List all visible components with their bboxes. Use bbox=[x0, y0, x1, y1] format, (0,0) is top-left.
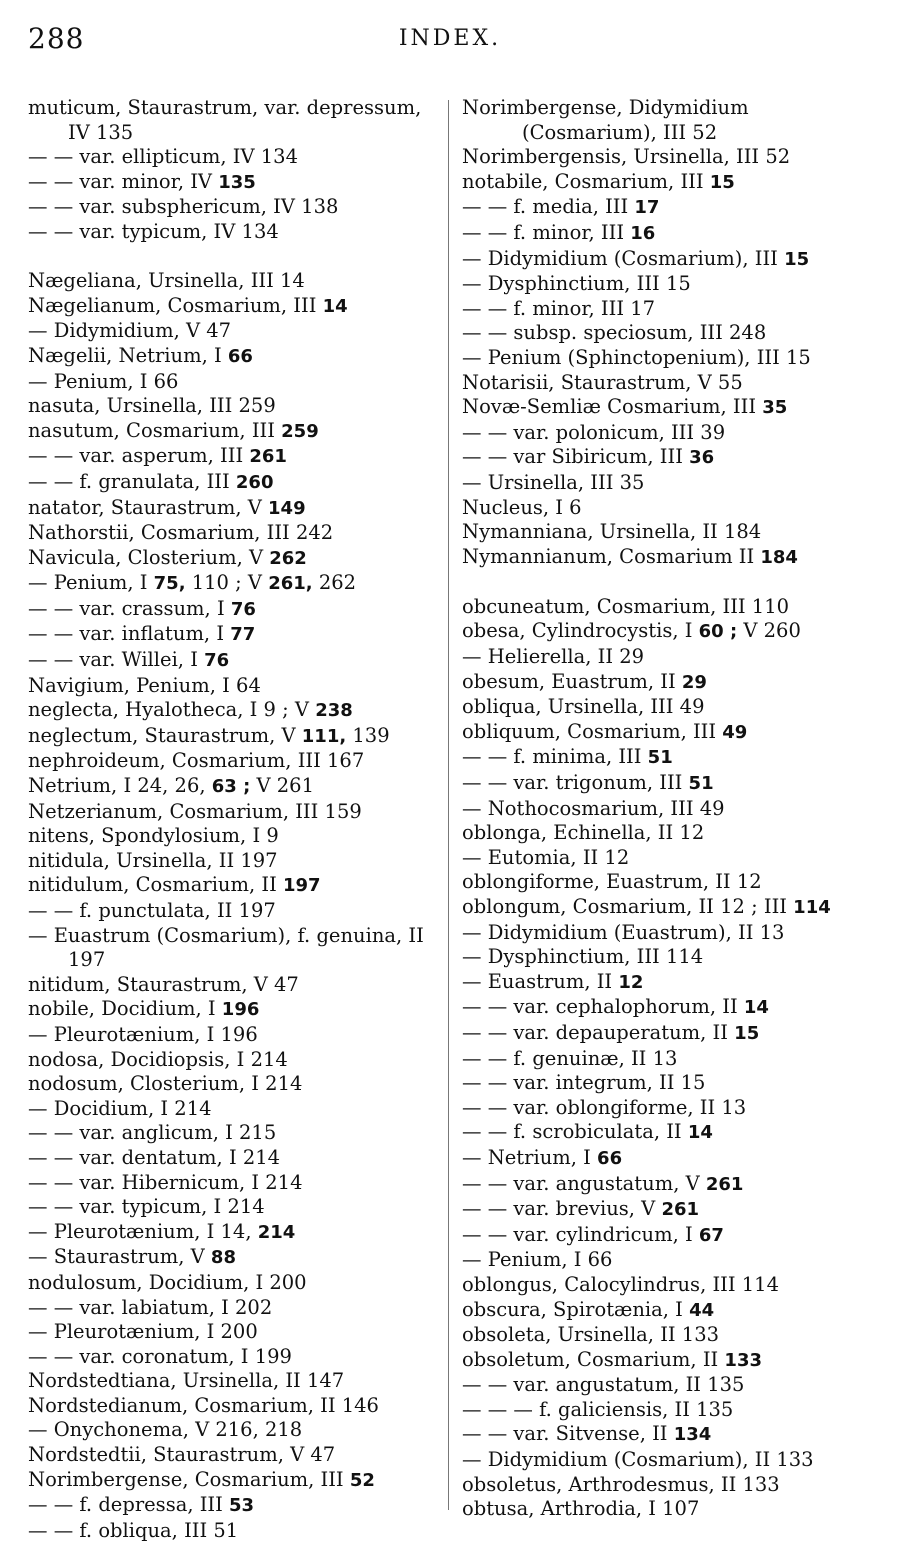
entry-text: — Eutomia, II 12 bbox=[462, 845, 630, 869]
index-entry bbox=[28, 1220, 430, 1246]
page-reference-bold: 262 bbox=[269, 547, 307, 569]
running-head: INDEX. bbox=[398, 26, 502, 51]
index-entry bbox=[462, 371, 872, 396]
index-entry bbox=[28, 444, 430, 470]
page-reference-bold: 15 bbox=[734, 1022, 760, 1044]
entry-text: — Euastrum (Cosmarium), f. genuina, II 197 bbox=[28, 923, 424, 972]
entry-text: — Didymidium (Euastrum), II 13 bbox=[462, 920, 785, 944]
index-entry bbox=[462, 1146, 872, 1172]
entry-text: Novæ-Semliæ Cosmarium, III bbox=[462, 395, 763, 419]
entry-text: obsoletum, Cosmarium, II bbox=[462, 1347, 725, 1371]
index-entry bbox=[462, 1021, 872, 1047]
index-entry bbox=[28, 319, 430, 344]
entry-text: 262 bbox=[312, 571, 357, 595]
entry-text: — — var. ellipticum, IV 134 bbox=[28, 145, 298, 169]
index-entry bbox=[28, 294, 430, 320]
entry-text: — Pleurotænium, I 196 bbox=[28, 1022, 258, 1046]
entry-text: nodosa, Docidiopsis, I 214 bbox=[28, 1047, 288, 1071]
index-entry bbox=[28, 470, 430, 496]
entry-text: V 261 bbox=[250, 774, 314, 798]
index-entry bbox=[28, 344, 430, 370]
entry-text: nobile, Docidium, I bbox=[28, 997, 222, 1021]
entry-text: natator, Staurastrum, V bbox=[28, 495, 269, 519]
entry-text: — — var. crassum, I bbox=[28, 596, 231, 620]
entry-text: — — var Sibiricum, III bbox=[462, 445, 690, 469]
index-entry bbox=[462, 96, 872, 145]
entry-text: — Ursinella, III 35 bbox=[462, 470, 645, 494]
entry-text: Nordstedtiana, Ursinella, II 147 bbox=[28, 1369, 345, 1393]
entry-text: Nucleus, I 6 bbox=[462, 495, 582, 519]
index-entry bbox=[462, 1223, 872, 1249]
entry-text: nodosum, Closterium, I 214 bbox=[28, 1072, 303, 1096]
entry-text: — Docidium, I 214 bbox=[28, 1096, 212, 1120]
index-entry bbox=[462, 1096, 872, 1121]
index-entry bbox=[462, 670, 872, 696]
entry-text: — — var. cylindricum, I bbox=[462, 1222, 699, 1246]
page-reference-bold: 14 bbox=[687, 1122, 713, 1144]
index-entry bbox=[28, 698, 430, 724]
index-entry bbox=[462, 1120, 872, 1146]
index-entry bbox=[462, 1373, 872, 1398]
entry-text: — — — f. galiciensis, II 135 bbox=[462, 1397, 734, 1421]
entry-text: oblonga, Echinella, II 12 bbox=[462, 821, 705, 845]
page-reference-bold: 29 bbox=[681, 671, 707, 693]
index-entry bbox=[28, 849, 430, 874]
page-reference-bold: 52 bbox=[349, 1469, 375, 1491]
index-entry bbox=[28, 924, 430, 973]
index-entry bbox=[462, 346, 872, 371]
entry-text: — — var. polonicum, III 39 bbox=[462, 420, 726, 444]
entry-text: — — f. minor, III bbox=[462, 220, 631, 244]
index-entry bbox=[462, 921, 872, 946]
index-entry bbox=[462, 1398, 872, 1423]
page-reference-bold: 15 bbox=[709, 171, 735, 193]
page-reference-bold: 12 bbox=[618, 971, 644, 993]
page-reference-bold: 261, bbox=[268, 573, 313, 595]
entry-text: obliqua, Ursinella, III 49 bbox=[462, 695, 705, 719]
index-entry bbox=[28, 1072, 430, 1097]
index-entry bbox=[462, 745, 872, 771]
index-entry bbox=[462, 846, 872, 871]
index-entry bbox=[28, 1195, 430, 1220]
page-reference-bold: 75, bbox=[153, 573, 186, 595]
index-entry bbox=[462, 195, 872, 221]
page-reference-bold: 133 bbox=[724, 1349, 762, 1371]
index-entry bbox=[462, 970, 872, 996]
index-entry bbox=[462, 1298, 872, 1324]
index-entry bbox=[28, 749, 430, 774]
entry-text: — — var. labiatum, I 202 bbox=[28, 1295, 273, 1319]
section-gap bbox=[28, 245, 430, 270]
entry-text: — Pleurotænium, I 14, bbox=[28, 1219, 258, 1243]
page-reference-bold: 15 bbox=[784, 248, 810, 270]
index-column-left bbox=[28, 96, 430, 1543]
entry-text: oblongum, Cosmarium, II 12 ; III bbox=[462, 895, 794, 918]
entry-text: — Penium, I 66 bbox=[462, 1248, 613, 1272]
index-entry bbox=[28, 973, 430, 998]
page-reference-bold: 66 bbox=[597, 1147, 623, 1169]
entry-text: — — var. trigonum, III bbox=[462, 771, 689, 795]
entry-text: Norimbergense, Didymidium (Cosmarium), III 52 bbox=[462, 96, 749, 144]
page-reference-bold: 67 bbox=[698, 1224, 724, 1246]
index-entry bbox=[28, 1023, 430, 1048]
page-reference-bold: 49 bbox=[722, 721, 748, 743]
index-entry bbox=[28, 800, 430, 825]
entry-text: obesum, Euastrum, II bbox=[462, 669, 682, 693]
entry-text: Nathorstii, Cosmarium, III 242 bbox=[28, 521, 334, 545]
index-entry bbox=[28, 648, 430, 674]
entry-text: V 260 bbox=[737, 619, 801, 643]
column-divider bbox=[448, 100, 449, 1510]
index-entry bbox=[462, 1172, 872, 1198]
page-reference-bold: 17 bbox=[634, 197, 660, 219]
index-entry bbox=[28, 1245, 430, 1271]
entry-text: — Helierella, II 29 bbox=[462, 645, 645, 669]
entry-text: — Didymidium, V 47 bbox=[28, 319, 232, 343]
index-entry bbox=[28, 1468, 430, 1494]
index-entry bbox=[28, 597, 430, 623]
index-entry bbox=[462, 695, 872, 720]
index-entry bbox=[28, 220, 430, 245]
page-reference-bold: 88 bbox=[210, 1247, 236, 1269]
entry-text: — Nothocosmarium, III 49 bbox=[462, 796, 725, 820]
index-entry bbox=[28, 1048, 430, 1073]
index-entry bbox=[28, 96, 430, 145]
index-entry bbox=[462, 321, 872, 346]
entry-text: oblongiforme, Euastrum, II 12 bbox=[462, 870, 762, 894]
page-reference-bold: 53 bbox=[229, 1495, 255, 1517]
page-reference-bold: 14 bbox=[322, 295, 348, 317]
index-entry bbox=[28, 1394, 430, 1419]
entry-text: — — var. angustatum, II 135 bbox=[462, 1373, 745, 1397]
entry-text: obscura, Spirotænia, I bbox=[462, 1297, 690, 1321]
entry-text: — Dysphinctium, III 15 bbox=[462, 272, 691, 296]
entry-text: — — f. media, III bbox=[462, 195, 635, 219]
entry-text: — — var. dentatum, I 214 bbox=[28, 1145, 281, 1169]
index-entry bbox=[28, 1493, 430, 1519]
page-reference-bold: 261 bbox=[661, 1199, 700, 1221]
entry-text: Nymanniana, Ursinella, II 184 bbox=[462, 520, 762, 544]
page-reference-bold: 63 ; bbox=[211, 776, 251, 798]
entry-text: Nordstedianum, Cosmarium, II 146 bbox=[28, 1393, 379, 1417]
index-entry bbox=[28, 724, 430, 750]
index-entry bbox=[28, 674, 430, 699]
entry-text: — — f. minor, III 17 bbox=[462, 296, 656, 320]
entry-text: nephroideum, Cosmarium, III 167 bbox=[28, 749, 365, 773]
index-entry bbox=[28, 1519, 430, 1544]
entry-text: — — var. coronatum, I 199 bbox=[28, 1344, 292, 1368]
index-entry bbox=[462, 1273, 872, 1298]
page-reference-bold: 114 bbox=[793, 897, 831, 918]
index-entry bbox=[28, 622, 430, 648]
entry-text: Navigium, Penium, I 64 bbox=[28, 673, 261, 697]
index-entry bbox=[28, 571, 430, 597]
index-entry bbox=[462, 1448, 872, 1473]
index-entry bbox=[28, 1369, 430, 1394]
index-entry bbox=[462, 445, 872, 471]
entry-text: Notarisii, Staurastrum, V 55 bbox=[462, 370, 743, 394]
index-entry bbox=[462, 1422, 872, 1448]
index-entry bbox=[462, 395, 872, 421]
index-entry bbox=[462, 595, 872, 620]
index-entry bbox=[28, 370, 430, 395]
page-reference-bold: 76 bbox=[230, 598, 256, 620]
index-entry bbox=[462, 247, 872, 273]
index-entry bbox=[28, 1443, 430, 1468]
page-reference-bold: 44 bbox=[689, 1299, 715, 1321]
entry-text: — Netrium, I bbox=[462, 1145, 598, 1169]
page-reference-bold: 77 bbox=[230, 624, 256, 646]
page-reference-bold: 60 ; bbox=[698, 621, 738, 643]
index-entry bbox=[462, 297, 872, 322]
index-entry bbox=[462, 645, 872, 670]
entry-text: obliquum, Cosmarium, III bbox=[462, 719, 723, 743]
page-reference-bold: 184 bbox=[760, 546, 798, 568]
page-reference-bold: 238 bbox=[315, 700, 353, 722]
entry-text: — Staurastrum, V bbox=[28, 1245, 211, 1269]
entry-text: — — var. integrum, II 15 bbox=[462, 1071, 706, 1095]
page-reference-bold: 14 bbox=[743, 997, 769, 1019]
index-column-right bbox=[462, 96, 872, 1522]
entry-text: — — f. obliqua, III 51 bbox=[28, 1518, 239, 1542]
entry-text: 110 ; V bbox=[185, 571, 269, 595]
index-entry bbox=[28, 1097, 430, 1122]
entry-text: Norimbergensis, Ursinella, III 52 bbox=[462, 145, 791, 169]
page-reference-bold: 261 bbox=[249, 446, 287, 468]
entry-text: — — f. scrobiculata, II bbox=[462, 1120, 688, 1144]
page-reference-bold: 51 bbox=[688, 773, 714, 795]
entry-text: — — var. anglicum, I 215 bbox=[28, 1121, 277, 1145]
entry-text: — — var. Hibernicum, I 214 bbox=[28, 1170, 303, 1194]
entry-text: obsoleta, Ursinella, II 133 bbox=[462, 1323, 720, 1347]
index-entry bbox=[462, 945, 872, 970]
entry-text: neglectum, Staurastrum, V bbox=[28, 723, 302, 747]
index-entry bbox=[462, 421, 872, 446]
entry-text: notabile, Cosmarium, III bbox=[462, 169, 710, 193]
index-entry bbox=[28, 145, 430, 170]
page-reference-bold: 36 bbox=[689, 447, 715, 469]
entry-text: — Didymidium (Cosmarium), II 133 bbox=[462, 1448, 814, 1472]
entry-text: — — f. punctulata, II 197 bbox=[28, 899, 276, 922]
entry-text: Norimbergense, Cosmarium, III bbox=[28, 1467, 350, 1491]
entry-text: Netrium, I 24, 26, bbox=[28, 774, 212, 798]
page-reference-bold: 35 bbox=[762, 397, 788, 419]
entry-text: — — var. asperum, III bbox=[28, 444, 250, 468]
page-number: 288 bbox=[28, 22, 85, 55]
entry-text: — — var. typicum, I 214 bbox=[28, 1195, 265, 1219]
entry-text: Nymannianum, Cosmarium II bbox=[462, 544, 761, 568]
page-reference-bold: 135 bbox=[218, 171, 256, 193]
entry-text: oblongus, Calocylindrus, III 114 bbox=[462, 1272, 779, 1296]
page-reference-bold: 214 bbox=[257, 1221, 296, 1243]
entry-text: — — var. typicum, IV 134 bbox=[28, 219, 279, 243]
index-entry bbox=[28, 496, 430, 522]
entry-text: Navicula, Closterium, V bbox=[28, 545, 270, 569]
page-reference-bold: 111, bbox=[301, 725, 347, 747]
index-entry bbox=[462, 496, 872, 521]
entry-text: nitens, Spondylosium, I 9 bbox=[28, 824, 279, 848]
index-entry bbox=[28, 170, 430, 196]
page-reference-bold: 259 bbox=[281, 420, 319, 442]
page-reference-bold: 196 bbox=[221, 999, 260, 1021]
index-entry bbox=[462, 619, 872, 645]
entry-text: — — subsp. speciosum, III 248 bbox=[462, 321, 767, 345]
entry-text: — — f. minima, III bbox=[462, 745, 648, 769]
index-entry bbox=[462, 1323, 872, 1348]
entry-text: — Euastrum, II bbox=[462, 969, 619, 993]
entry-text: muticum, Staurastrum, var. depressum, IV 135 bbox=[28, 96, 422, 144]
entry-text: — — var. subsphericum, IV 138 bbox=[28, 195, 339, 219]
entry-text: — — var. depauperatum, II bbox=[462, 1020, 735, 1044]
page-header bbox=[28, 22, 872, 58]
entry-text: obcuneatum, Cosmarium, III 110 bbox=[462, 594, 790, 618]
index-entry bbox=[28, 873, 430, 899]
index-entry bbox=[462, 1473, 872, 1498]
index-entry bbox=[28, 394, 430, 419]
index-entry bbox=[462, 895, 872, 921]
page-reference-bold: 149 bbox=[268, 497, 306, 519]
entry-text: obesa, Cylindrocystis, I bbox=[462, 619, 699, 643]
page-reference-bold: 16 bbox=[630, 222, 656, 244]
page-reference-bold: 66 bbox=[227, 345, 253, 367]
index-entry bbox=[28, 1296, 430, 1321]
entry-text: — — var. inflatum, I bbox=[28, 622, 231, 646]
entry-text: — — var. Sitvense, II bbox=[462, 1422, 674, 1446]
entry-text: — — var. Willei, I bbox=[28, 648, 205, 672]
index-entry bbox=[28, 1121, 430, 1146]
entry-text: — Dysphinctium, III 114 bbox=[462, 945, 704, 969]
entry-text: Nordstedtii, Staurastrum, V 47 bbox=[28, 1443, 336, 1467]
index-entry bbox=[462, 870, 872, 895]
index-entry bbox=[28, 774, 430, 800]
entry-text: obtusa, Arthrodia, I 107 bbox=[462, 1497, 700, 1521]
entry-text: — Penium, I 66 bbox=[28, 369, 179, 393]
index-entry bbox=[462, 272, 872, 297]
index-entry bbox=[28, 824, 430, 849]
index-entry bbox=[462, 1197, 872, 1223]
index-entry bbox=[462, 720, 872, 746]
page-reference-bold: 260 bbox=[235, 471, 274, 493]
index-entry bbox=[462, 145, 872, 170]
index-entry bbox=[28, 195, 430, 220]
index-entry bbox=[462, 520, 872, 545]
entry-text: nitidula, Ursinella, II 197 bbox=[28, 848, 278, 872]
index-entry bbox=[462, 1497, 872, 1522]
index-entry bbox=[28, 997, 430, 1023]
entry-text: nasuta, Ursinella, III 259 bbox=[28, 394, 276, 418]
section-gap bbox=[462, 570, 872, 595]
entry-text: — — var. brevius, V bbox=[462, 1197, 662, 1221]
index-entry bbox=[28, 1320, 430, 1345]
entry-text: Netzerianum, Cosmarium, III 159 bbox=[28, 799, 362, 823]
index-entry bbox=[462, 471, 872, 496]
index-entry bbox=[462, 821, 872, 846]
entry-text: — Pleurotænium, I 200 bbox=[28, 1320, 258, 1344]
index-entry bbox=[28, 419, 430, 445]
page-reference-bold: 76 bbox=[204, 650, 230, 672]
index-entry bbox=[28, 1271, 430, 1296]
entry-text: — — var. angustatum, V bbox=[462, 1171, 706, 1195]
index-entry bbox=[28, 899, 430, 924]
entry-text: 139 bbox=[346, 723, 390, 747]
entry-text: nitidulum, Cosmarium, II bbox=[28, 873, 283, 897]
index-entry bbox=[462, 1248, 872, 1273]
entry-text: nasutum, Cosmarium, III bbox=[28, 418, 282, 442]
index-entry bbox=[462, 1071, 872, 1096]
index-entry bbox=[462, 1047, 872, 1072]
index-entry bbox=[28, 1146, 430, 1171]
entry-text: — — var. cephalophorum, II bbox=[462, 995, 744, 1019]
index-entry bbox=[28, 1418, 430, 1443]
entry-text: — Penium, I bbox=[28, 571, 154, 595]
index-entry bbox=[28, 269, 430, 294]
entry-text: nitidum, Staurastrum, V 47 bbox=[28, 972, 299, 996]
page-reference-bold: 134 bbox=[673, 1424, 712, 1446]
index-entry bbox=[462, 771, 872, 797]
entry-text: Nægeliana, Ursinella, III 14 bbox=[28, 269, 305, 293]
index-entry bbox=[462, 1348, 872, 1374]
entry-text: neglecta, Hyalotheca, I 9 ; V bbox=[28, 698, 316, 722]
entry-text: Nægelianum, Cosmarium, III bbox=[28, 293, 323, 317]
index-entry bbox=[462, 545, 872, 571]
index-entry bbox=[462, 797, 872, 822]
entry-text: — Penium (Sphinctopenium), III 15 bbox=[462, 345, 811, 369]
entry-text: — — f. genuinæ, II 13 bbox=[462, 1046, 678, 1070]
entry-text: — Didymidium (Cosmarium), III bbox=[462, 246, 785, 270]
index-entry bbox=[28, 546, 430, 572]
index-entry bbox=[462, 170, 872, 196]
entry-text: Nægelii, Netrium, I bbox=[28, 343, 228, 367]
index-entry bbox=[28, 1345, 430, 1370]
index-entry bbox=[28, 521, 430, 546]
index-entry bbox=[462, 995, 872, 1021]
page-reference-bold: 51 bbox=[647, 747, 673, 769]
entry-text: — Onychonema, V 216, 218 bbox=[28, 1418, 303, 1442]
page-reference-bold: 197 bbox=[283, 875, 321, 897]
index-entry bbox=[28, 1171, 430, 1196]
page-reference-bold: 261 bbox=[705, 1173, 744, 1195]
entry-text: — — f. depressa, III bbox=[28, 1493, 230, 1517]
entry-text: — — f. granulata, III bbox=[28, 469, 236, 493]
entry-text: — — var. oblongiforme, II 13 bbox=[462, 1095, 747, 1119]
entry-text: nodulosum, Docidium, I 200 bbox=[28, 1270, 307, 1294]
index-entry bbox=[462, 221, 872, 247]
entry-text: — — var. minor, IV bbox=[28, 169, 219, 193]
entry-text: obsoletus, Arthrodesmus, II 133 bbox=[462, 1472, 780, 1496]
